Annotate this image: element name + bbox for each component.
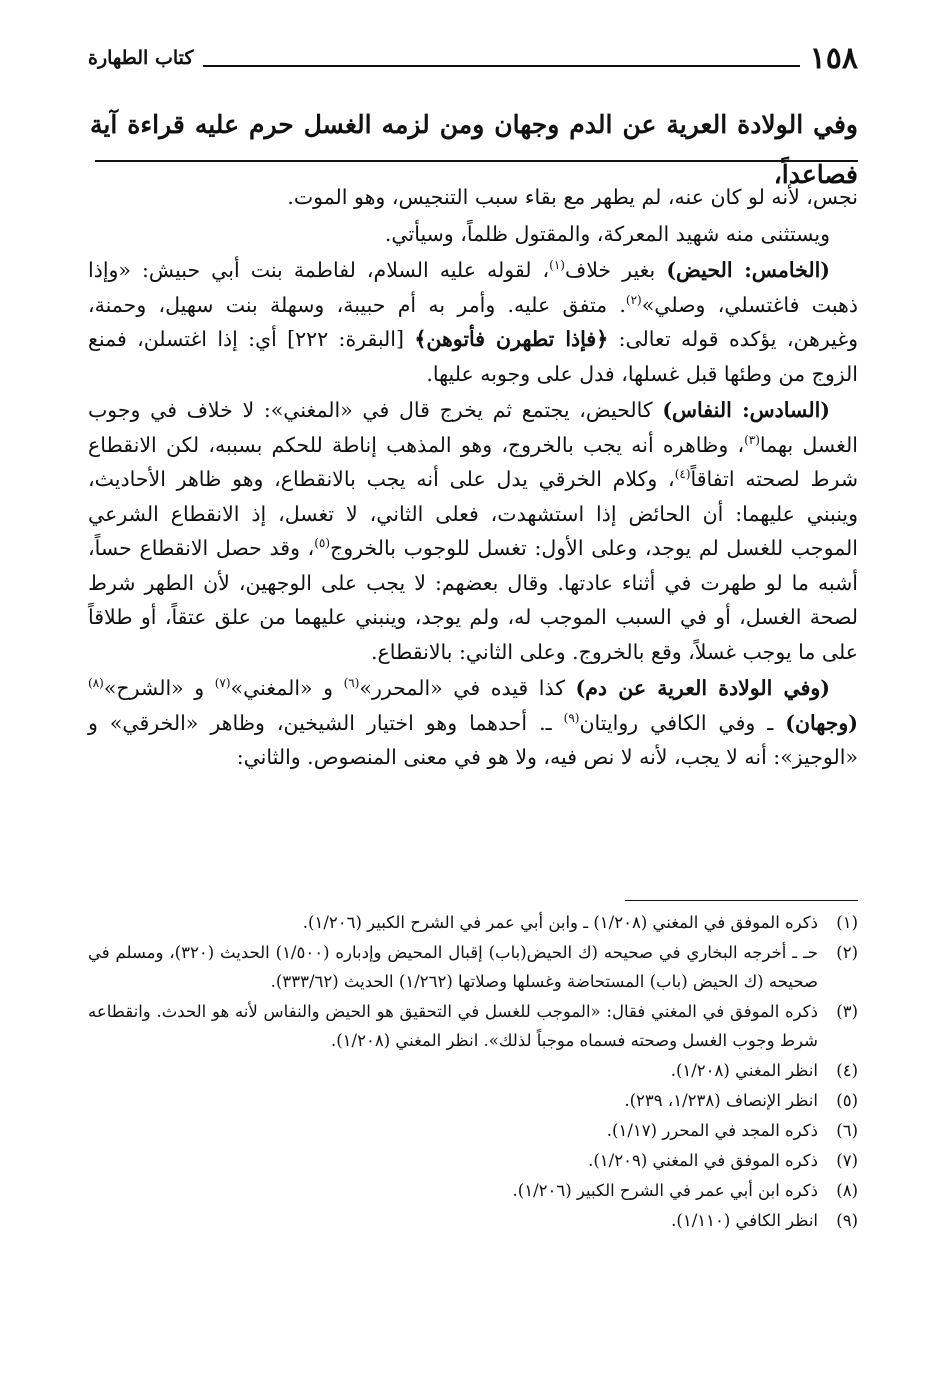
text-segment: بغير خلاف (564, 258, 667, 282)
main-text-divider (95, 160, 858, 162)
text-segment: ـ. أحدهما وهو اختيار الشيخين، وظاهر «الخرقي» و «الوجيز»: أنه لا يجب، لأنه لا نص فيه، ولا هو في معنى المنصوص. والثاني: (88, 710, 858, 769)
text-segment: [البقرة: ٢٢٢] أي: إذا اغتسلن، فمنع الزوج من وطئها قبل غسلها، فدل على وجوبه عليها. (88, 327, 858, 386)
book-title: كتاب الطهارة (88, 47, 194, 69)
keyword-nifas: (السادس: النفاس) (662, 398, 830, 422)
keyword-wajhan: (وجهان) (785, 710, 858, 735)
footnote-text: ذكره الموفق في المغني (١/٢٠٨) ـ وابن أبي عمر في الشرح الكبير (١/٢٠٦). (302, 913, 818, 932)
footnote-ref-2: (٢) (625, 292, 642, 307)
footnote (88, 908, 858, 937)
footnote-text: انظر المغني (١/٢٠٨). (670, 1061, 818, 1080)
footnote-ref-7: (٧) (214, 676, 231, 691)
page-number: ١٥٨ (809, 40, 858, 76)
paragraph-1: نجس، لأنه لو كان عنه، لم يطهر مع بقاء سبب التنجيس، وهو الموت. (287, 185, 858, 209)
text-segment: ، وقد حصل الانقطاع حساً، أشبه ما لو طهرت في أثناء عادتها. وقال بعضهم: لا يجب على الوجهين، لأن الطهر شرط لصحة الغسل، أو في السبب الموجب له، ولم يوجد، وينبني عليهما من علق عتقاً، أو طلاقاً على ما يوجب غسلاً، وقع بالخروج. وعلى الثاني: بالانقطاع. (88, 536, 858, 664)
paragraph-4 (88, 393, 858, 669)
footnote-ref-4: (٤) (674, 467, 691, 482)
footnote-text: حـ ـ أخرجه البخاري في صحيحه (ك الحيض(باب) إقبال المحيض وإدباره (١/٥٠٠) الحديث (٣٢٠)، ومسلم في صحيحه (ك الحيض (باب) المستحاضة وغسلها وصلاتها (١/٢٦٢) الحديث (٣٣٣/٦٢). (88, 943, 818, 991)
footnote (88, 1206, 858, 1235)
paragraph-3 (88, 253, 858, 391)
footnote-ref-3: (٣) (744, 432, 760, 447)
footnotes (88, 908, 858, 1236)
text-segment: ، لقوله عليه السلام، لفاطمة بنت أبي حبيش: «وإذا ذهبت فاغتسلي، وصلي» (88, 258, 858, 317)
footnote (88, 1086, 858, 1115)
text-segment: ، وظاهره أنه يجب بالخروج، وهو المذهب إناطة للحكم بسببه، لكن الانقطاع شرط لصحته اتفاقاً (88, 432, 858, 491)
footnote-text: ذكره الموفق في المغني فقال: «الموجب للغسل في التحقيق هو الحيض والنفاس لأنه هو الحدث. وانقطاعه شرط وجوب الغسل وصحته فسماه موجباً لذلك». انظر المغني (١/٢٠٨). (88, 1002, 818, 1050)
quran-verse: ﴿فإذا تطهرن فأتوهن﴾ (414, 327, 609, 351)
paragraph-2: ويستثنى منه شهيد المعركة، والمقتول ظلماً، وسيأتي. (384, 221, 830, 246)
keyword-haid: (الخامس: الحيض) (666, 258, 831, 282)
footnote-divider (625, 900, 858, 901)
footnote-number: (٧) (836, 1151, 858, 1170)
footnote (88, 1056, 858, 1085)
footnote-number: (٤) (836, 1061, 858, 1080)
footnote-text: ذكره المجد في المحرر (١/١٧). (606, 1121, 818, 1140)
footnote (88, 997, 858, 1055)
footnote-number: (٣) (836, 1002, 858, 1021)
footnote-ref-5: (٥) (314, 536, 331, 551)
footnote-ref-8: (٨) (88, 676, 104, 691)
footnote-number: (٩) (836, 1211, 858, 1230)
page-header (88, 40, 858, 76)
footnote-number: (٢) (836, 943, 858, 962)
footnote-number: (٨) (836, 1181, 858, 1200)
text-segment: ، وكلام الخرقي يدل على أنه يجب بالانقطاع، وهو ظاهر الأحاديث، وينبني عليهما: أن الحائض إذا استشهدت، فعلى الثاني، لا تغسل، إذ الانقطاع الشرعي الموجب للغسل لم يوجد، وعلى الأول: تغسل للوجوب بالخروج (88, 467, 858, 560)
text-segment: ـ وفي الكافي روايتان (579, 710, 786, 735)
keyword-wiladah: (وفي الولادة العرية عن دم) (575, 676, 830, 700)
footnote-text: ذكره ابن أبي عمر في الشرح الكبير (١/٢٠٦). (512, 1181, 818, 1200)
footnote (88, 1176, 858, 1205)
text-segment: و «الشرح» (103, 676, 215, 700)
paragraph-5 (88, 671, 858, 775)
footnote (88, 938, 858, 996)
text-segment: كذا قيده في «المحرر» (359, 676, 576, 700)
footnote-text: انظر الكافي (١/١١٠). (671, 1211, 818, 1230)
footnote-ref-9: (٩) (563, 710, 580, 725)
header-rule (203, 65, 799, 67)
footnote-number: (٦) (836, 1121, 858, 1140)
footnote-number: (١) (836, 913, 858, 932)
text-segment: و «المغني» (230, 676, 344, 700)
footnote (88, 1116, 858, 1145)
main-text-line: وفي الولادة العرية عن الدم وجهان ومن لزمه الغسل حرم عليه قراءة آية فصاعداً، (90, 110, 858, 189)
footnote (88, 1146, 858, 1175)
footnote-text: انظر الإنصاف (١/٢٣٨، ٢٣٩). (624, 1091, 818, 1110)
footnote-text: ذكره الموفق في المغني (١/٢٠٩). (588, 1151, 818, 1170)
footnote-number: (٥) (836, 1091, 858, 1110)
footnote-ref-1: (١) (549, 258, 565, 273)
text-segment: كالحيض، يجتمع ثم يخرج قال في «المغني»: لا خلاف في وجوب الغسل بهما (88, 398, 858, 457)
text-segment: . متفق عليه. وأمر به أم حبيبة، وسهلة بنت سهيل، وحمنة، وغيرهن، يؤكده قوله تعالى: (88, 292, 858, 351)
footnote-ref-6: (٦) (343, 676, 360, 691)
commentary (88, 180, 858, 777)
